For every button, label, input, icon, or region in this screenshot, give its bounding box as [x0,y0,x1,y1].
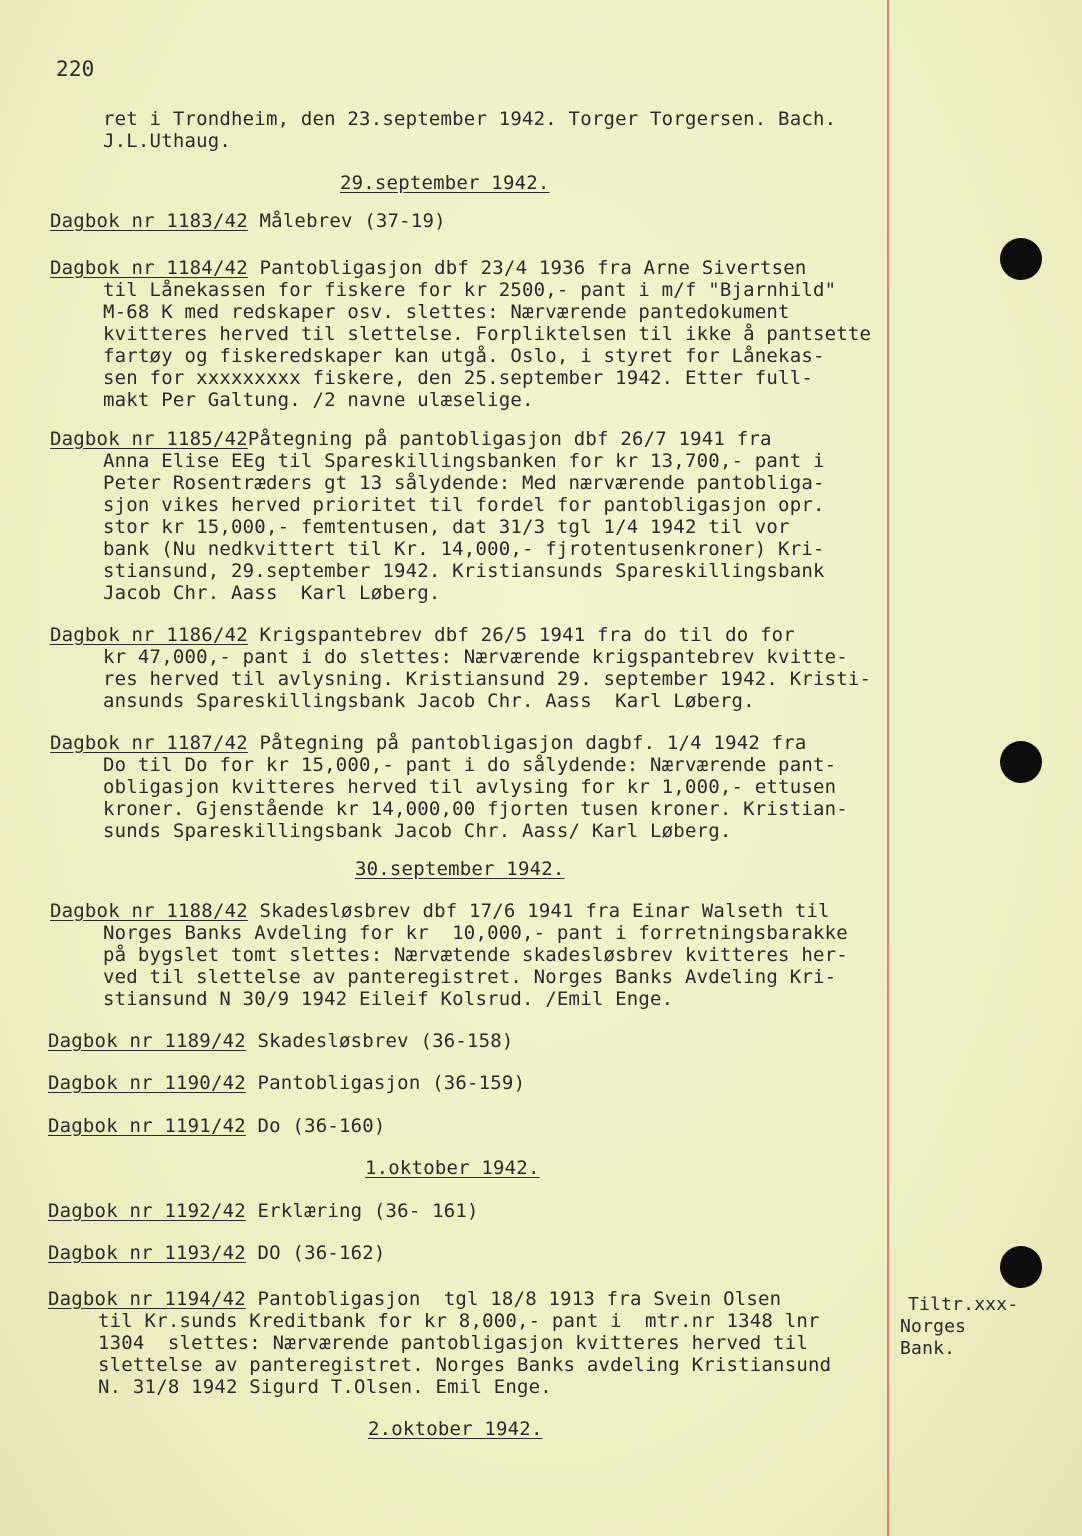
text-line: fartøy og fiskeredskaper kan utgå. Oslo, i styret for Lånekas- [103,345,825,367]
date-heading: 30.september 1942. [355,858,565,880]
entry-ref: Dagbok nr 1188/42 [50,900,248,922]
margin-note-line: Bank. [900,1338,956,1359]
entry-ref: Dagbok nr 1194/42 [48,1288,246,1310]
page-number: 220 [56,57,95,81]
text-line: Peter Rosentræders gt 13 sålydende: Med nærværende pantobliga- [103,472,825,494]
text-line: til Kr.sunds Kreditbank for kr 8,000,- pant i mtr.nr 1348 lnr [98,1310,820,1332]
entry-text: Pantobligasjon (36-159) [245,1072,526,1094]
text-line: ansunds Spareskillingsbank Jacob Chr. Aass Karl Løberg. [103,690,755,712]
text-line: sen for xxxxxxxxx fiskere, den 25.september 1942. Etter full- [103,367,813,389]
date-heading: 2.oktober 1942. [368,1418,543,1440]
text-line: stiansund, 29.september 1942. Kristiansunds Spareskillingsbank [103,560,825,582]
journal-entry-1193 [48,1242,386,1264]
punch-hole-middle [1000,741,1042,783]
date-heading: 29.september 1942. [340,172,550,194]
text-line: ret i Trondheim, den 23.september 1942. Torger Torgersen. Bach. [103,108,837,130]
entry-ref: Dagbok nr 1185/42 [50,428,248,450]
text-line: ved til slettelse av panteregistret. Norges Banks Avdeling Kri- [103,966,837,988]
entry-ref: Dagbok nr 1189/42 [48,1030,246,1052]
entry-text: DO (36-162) [245,1242,386,1264]
entry-ref: Dagbok nr 1191/42 [48,1115,246,1137]
entry-text: Skadesløsbrev dbf 17/6 1941 fra Einar Walseth til [247,900,830,922]
text-line: kvitteres herved til slettelse. Forpliktelsen til ikke å pantsette [103,323,872,345]
text-line: kroner. Gjenstående kr 14,000,00 fjorten tusen kroner. Kristian- [103,798,848,820]
entry-text: Pantobligasjon dbf 23/4 1936 fra Arne Sivertsen [247,257,807,279]
text-line: makt Per Galtung. /2 navne ulæselige. [103,389,534,411]
journal-entry-1188 [50,900,830,922]
journal-entry-1192 [48,1200,479,1222]
text-line: kr 47,000,- pant i do slettes: Nærværende krigspantebrev kvitte- [103,646,848,668]
text-line: sunds Spareskillingsbank Jacob Chr. Aass/ Karl Løberg. [103,820,732,842]
entry-ref: Dagbok nr 1187/42 [50,732,248,754]
text-line: Anna Elise EEg til Spareskillingsbanken for kr 13,700,- pant i [103,450,825,472]
text-line: res herved til avlysning. Kristiansund 29. september 1942. Kristi- [103,668,872,690]
journal-entry-1184 [50,257,807,279]
text-line: stiansund N 30/9 1942 Eileif Kolsrud. /Emil Enge. [103,988,674,1010]
entry-text: Skadesløsbrev (36-158) [245,1030,514,1052]
punch-hole-top [1000,238,1042,280]
entry-text: Krigspantebrev dbf 26/5 1941 fra do til do for [247,624,795,646]
journal-entry-1190 [48,1072,525,1094]
journal-entry-1186 [50,624,795,646]
journal-entry-1185 [50,428,772,450]
text-line: 1304 slettes: Nærværende pantobligasjon kvitteres herved til [98,1332,808,1354]
entry-ref: Dagbok nr 1184/42 [50,257,248,279]
text-line: Jacob Chr. Aass Karl Løberg. [103,582,441,604]
entry-text: Erklæring (36- 161) [245,1200,479,1222]
text-line: N. 31/8 1942 Sigurd T.Olsen. Emil Enge. [98,1376,552,1398]
entry-ref: Dagbok nr 1192/42 [48,1200,246,1222]
text-line: slettelse av panteregistret. Norges Banks avdeling Kristiansund [98,1354,832,1376]
text-line: på bygslet tomt slettes: Nærvætende skadesløsbrev kvitteres her- [103,944,848,966]
text-line: til Lånekassen for fiskere for kr 2500,- pant i m/f "Bjarnhild" [103,279,837,301]
text-line: obligasjon kvitteres herved til avlysing for kr 1,000,- ettusen [103,776,837,798]
journal-entry-1191 [48,1115,386,1137]
entry-ref: Dagbok nr 1186/42 [50,624,248,646]
entry-text: Målebrev (37-19) [247,210,446,232]
text-line: stor kr 15,000,- femtentusen, dat 31/3 tgl 1/4 1942 til vor [103,516,790,538]
text-line: J.L.Uthaug. [103,130,232,152]
date-heading: 1.oktober 1942. [365,1157,540,1179]
margin-note-line: Norges [900,1316,967,1337]
journal-entry-1194 [48,1288,781,1310]
margin-note-line: Tiltr.xxx- [908,1294,1019,1315]
text-line: Norges Banks Avdeling for kr 10,000,- pant i forretningsbarakke [103,922,848,944]
entry-text: Påtegning på pantobligasjon dagbf. 1/4 1942 fra [247,732,807,754]
journal-entry-1183 [50,210,446,232]
entry-text: Pantobligasjon tgl 18/8 1913 fra Svein Olsen [245,1288,782,1310]
entry-ref: Dagbok nr 1190/42 [48,1072,246,1094]
entry-text: Påtegning på pantobligasjon dbf 26/7 1941 fra [247,428,772,450]
margin-rule [887,0,889,1536]
text-line: bank (Nu nedkvittert til Kr. 14,000,- fjrotentusenkroner) Kri- [103,538,825,560]
entry-text: Do (36-160) [245,1115,386,1137]
text-line: sjon vikes herved prioritet til fordel for pantobligasjon opr. [103,494,825,516]
text-line: M-68 K med redskaper osv. slettes: Nærværende pantedokument [103,301,790,323]
entry-ref: Dagbok nr 1183/42 [50,210,248,232]
entry-ref: Dagbok nr 1193/42 [48,1242,246,1264]
text-line: Do til Do for kr 15,000,- pant i do sålydende: Nærværende pant- [103,754,837,776]
punch-hole-bottom [1000,1246,1042,1288]
journal-entry-1187 [50,732,807,754]
journal-entry-1189 [48,1030,514,1052]
